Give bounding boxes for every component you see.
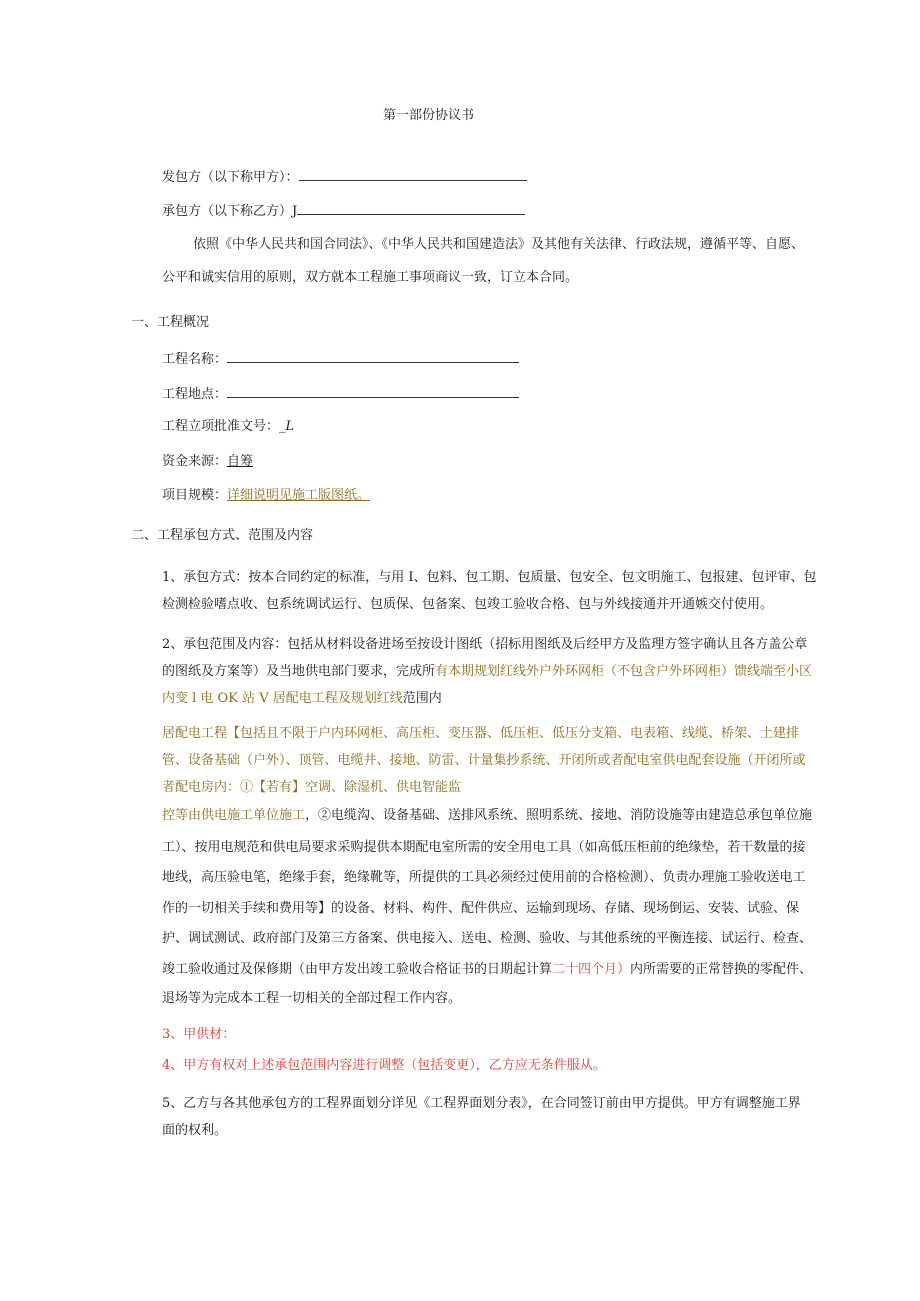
intro-line-1: 依照《中华人民共和国合同法》、《中华人民共和国建造法》及其他有关法律、行政法规，遵循平等、自愿、 (193, 237, 805, 252)
para-1-line-1: 1、承包方式：按本合同约定的标准，与用 I、包料、包工期、包质量、包安全、包文明施工、包报建、包评审、包 (162, 570, 817, 585)
approval-value: _L (279, 419, 295, 434)
para-4-line-6-c: 内所需要的正常替换的零配件、 (630, 962, 813, 977)
para-4-line-6-b: 二十四个月） (552, 962, 631, 977)
para-3-line-1: 居配电工程【包括且不限于户内环网柜、高压柜、变压器、低压柜、低压分支箱、电表箱、线缆、桥架、土建排 (162, 726, 800, 741)
para-5: 3、甲供材： (162, 1027, 236, 1042)
scale-label: 项目规模： (162, 488, 228, 503)
para-2-line-1: 2、承包范围及内容：包括从材料设备进场至按设计图纸（招标用图纸及后经甲方及监理方签字确认且各方盖公章 (162, 637, 808, 652)
para-4-line-7: 退场等为完成本工程一切相关的全部过程工作内容。 (162, 991, 462, 1006)
party-a-blank (299, 166, 527, 181)
scale-value: 详细说明见施工版图纸。 (227, 488, 371, 503)
para-4-line-1 (162, 806, 812, 826)
para-2-line-3-a: 内变 l 电 OK 站 V 居配电工程及规划红线 (162, 691, 403, 706)
para-7-line-2: 面的权利。 (162, 1123, 228, 1138)
para-4-line-3: 地线，高压验电笔，绝缘手套，绝缘靴等，所提供的工具必须经过使用前的合格检测）、负责办理施工验收送电工 (162, 870, 806, 885)
para-2-line-3 (162, 689, 442, 709)
para-4-line-5: 护、调试测试、政府部门及第三方备案、供电接入、送电、检测、验收、与其他系统的平衡连接、试运行、检查、 (162, 931, 813, 946)
para-2-line-2-b: 有本期规划红线外户外环网柜（不包含户外环网柜）馈线端至小区 (435, 664, 813, 679)
party-b-label: 承包方（以下称乙方）J (162, 204, 298, 219)
approval-line (162, 417, 294, 437)
project-site-line (162, 383, 519, 405)
fund-value: 自筹 (227, 454, 254, 469)
fund-line (162, 452, 253, 472)
page-title: 第一部份协议书 (383, 108, 475, 123)
para-4-line-4: 作的一切相关手续和费用等】的设备、材料、构件、配件供应、运输到现场、存储、现场倒运、安装、试验、保 (162, 901, 800, 916)
para-4-line-2: 工）、按用电规范和供电局要求采购提供本期配电室所需的安全用电工具（如高低压柜前的绝缘垫，若干数量的接 (162, 840, 806, 855)
section-2-heading: 二、工程承包方式、范围及内容 (131, 528, 314, 543)
para-4-line-1-a: 控等由供电施工单位施工 (162, 808, 306, 823)
approval-label: 工程立项批准文号： (162, 419, 280, 434)
scale-line (162, 486, 370, 506)
party-b-blank (297, 200, 525, 215)
para-2-line-3-b: 范围内 (402, 691, 442, 706)
project-site-label: 工程地点： (162, 387, 228, 402)
para-7-line-1: 5、乙方与各其他承包方的工程界面划分详见《工程界面划分表》，在合同签订前由甲方提供。甲方有调整施工界 (162, 1096, 801, 1111)
para-2-line-2 (162, 662, 812, 682)
project-name-label: 工程名称： (162, 352, 228, 367)
para-3-line-3: 者配电房内：①【若有】空调、除湿机、供电智能监 (162, 780, 462, 795)
para-6: 4、甲方有权对上述承包范围内容进行调整（包括变更），乙方应无条件服从。 (162, 1058, 606, 1073)
para-3-line-2: 管、设备基础（户外）、顶管、电缆井、接地、防雷、计量集抄系统、开闭所或者配电室供电配套设施（开闭所或 (162, 753, 806, 768)
intro-line-2: 公平和诚实信用的原则，双方就本工程施工事项商议一致，订立本合同。 (162, 270, 579, 285)
party-b-line (162, 200, 525, 222)
para-4-line-6 (162, 960, 812, 980)
project-name-blank (227, 348, 519, 363)
para-1-line-2: 检测检验嗜点收、包系统调试运行、包质保、包备案、包竣工验收合格、包与外线接通并开通嫉交付使用。 (162, 597, 774, 612)
section-1-heading: 一、工程概况 (131, 315, 210, 330)
project-name-line (162, 348, 519, 370)
para-4-line-6-a: 竣工验收通过及保修期（由甲方发出竣工验收合格证书的日期起计算 (162, 962, 553, 977)
project-site-blank (227, 383, 519, 398)
party-a-label: 发包方（以下称甲方）： (162, 170, 299, 185)
fund-label: 资金来源： (162, 454, 228, 469)
para-2-line-2-a: 的图纸及方案等）及当地供电部门要求，完成所 (162, 664, 436, 679)
para-4-line-1-b: ，②电缆沟、设备基础、送排风系统、照明系统、接地、消防设施等由建造总承包单位施 (305, 808, 813, 823)
party-a-line (162, 166, 527, 188)
